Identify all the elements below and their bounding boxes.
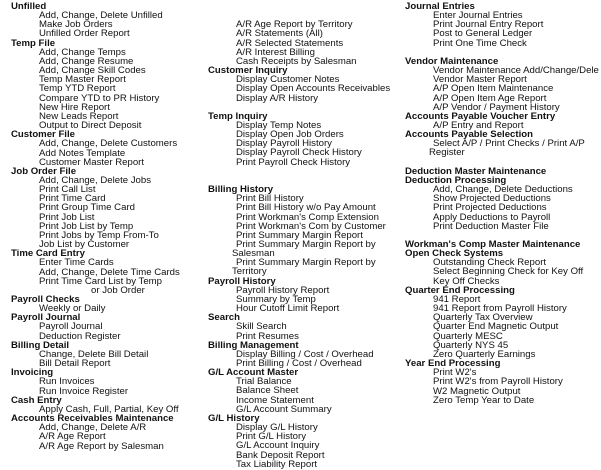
- section-heading: Billing History: [208, 184, 274, 196]
- menu-item: Make Job Orders: [39, 19, 113, 31]
- section-heading: Payroll Journal: [11, 312, 81, 324]
- menu-item: Hour Cutoff Limit Report: [236, 303, 340, 315]
- menu-item: Add, Change, Delete Unfilled: [39, 10, 163, 22]
- menu-item: Print Summary Margin Report by: [236, 257, 376, 269]
- menu-item: Print Summary Margin Report: [236, 229, 363, 241]
- section-heading: Customer File: [11, 129, 75, 141]
- menu-item: Print Payroll Check History: [236, 156, 351, 168]
- menu-item: Print W2's: [433, 367, 477, 379]
- menu-item: Output to Direct Deposit: [39, 120, 142, 132]
- section-heading: Journal Entries: [405, 1, 475, 12]
- menu-item: Print Bill History: [236, 193, 304, 205]
- section-heading: Temp Inquiry: [208, 110, 268, 122]
- section-heading: G/L Account Master: [208, 367, 299, 379]
- menu-item: Weekly or Daily: [39, 303, 106, 315]
- menu-item: Quarterly Tax Overview: [433, 312, 533, 324]
- menu-item: Territory: [232, 266, 267, 278]
- menu-item: Display G/L History: [236, 422, 318, 434]
- menu-item: Display Open Accounts Receivables: [236, 83, 391, 95]
- section-heading: Quarter End Processing: [405, 284, 515, 296]
- menu-item: Print Billing / Cost / Overhead: [236, 358, 362, 370]
- menu-item: Print Group Time Card: [39, 202, 135, 214]
- menu-item: Print Call List: [39, 184, 96, 196]
- section-heading: Invoicing: [11, 367, 54, 379]
- section-heading: G/L History: [208, 412, 260, 424]
- menu-item: Print Deduction Master File: [433, 220, 549, 232]
- menu-item: Tax Liability Report: [236, 458, 318, 470]
- menu-item: Print W2's from Payroll History: [433, 376, 563, 388]
- menu-item: Print Workman's Comp Extension: [236, 211, 379, 223]
- menu-item: Zero Quarterly Earnings: [433, 348, 536, 360]
- menu-item: Run Invoices: [39, 376, 95, 388]
- menu-item: Temp YTD Report: [39, 83, 116, 95]
- menu-item: Apply Cash, Full, Partial, Key Off: [39, 403, 179, 415]
- section-heading: Accounts Payable Voucher Entry: [405, 110, 556, 122]
- menu-item: Display Billing / Cost / Overhead: [236, 348, 374, 360]
- menu-item: Enter Journal Entries: [433, 10, 523, 22]
- menu-item: New Leads Report: [39, 110, 119, 122]
- menu-item: Add, Change Resume: [39, 55, 134, 67]
- section-heading: Temp File: [11, 37, 56, 49]
- menu-item: Register: [429, 147, 465, 159]
- menu-item: Select Beginning Check for Key Off: [433, 266, 584, 278]
- menu-item: Salesman: [232, 248, 275, 260]
- menu-item: Cash Receipts by Salesman: [236, 55, 357, 67]
- menu-item: Change, Delete Bill Detail: [39, 348, 149, 360]
- menu-item: A/R Age Report: [39, 431, 106, 443]
- menu-item: Print Workman's Com by Customer: [236, 220, 386, 232]
- menu-item: Display Open Job Orders: [236, 129, 344, 141]
- menu-item: or Job Order: [91, 284, 145, 296]
- menu-item: Add, Change Skill Codes: [39, 65, 146, 77]
- section-heading: Payroll History: [208, 275, 276, 287]
- menu-item: G/L Account Inquiry: [236, 440, 320, 452]
- menu-item: Job List by Customer: [39, 239, 130, 251]
- section-heading: Payroll Checks: [11, 294, 80, 305]
- section-heading: Vendor Maintenance: [405, 55, 499, 67]
- menu-item: Select A/P / Print Checks / Print A/P: [433, 138, 585, 150]
- menu-item: Display Temp Notes: [236, 119, 322, 131]
- menu-item: New Hire Report: [39, 101, 110, 113]
- menu-item: Enter Time Cards: [39, 257, 114, 269]
- menu-item: Display Customer Notes: [236, 74, 340, 86]
- menu-item: Customer Master Report: [39, 156, 145, 168]
- menu-item: Vendor Master Report: [433, 74, 527, 86]
- menu-item: Balance Sheet: [236, 385, 299, 397]
- section-heading: Billing Management: [208, 339, 299, 351]
- menu-item: Compare YTD to PR History: [39, 92, 160, 104]
- menu-item: 941 Report: [433, 293, 481, 305]
- section-heading: Deduction Master Maintenance: [405, 165, 547, 177]
- menu-item: A/R Age Report by Territory: [236, 19, 353, 31]
- section-heading: Search: [208, 312, 240, 324]
- menu-item: Print Jobs by Temp From-To: [39, 229, 159, 241]
- menu-item: Unfilled Order Report: [39, 28, 130, 40]
- menu-item: Add, Change, Delete Time Cards: [39, 266, 180, 278]
- section-heading: Workman's Comp Master Maintenance: [405, 239, 581, 251]
- menu-item: Run Invoice Register: [39, 385, 129, 397]
- menu-item: Print Projected Deductions: [433, 202, 547, 214]
- section-heading: Unfilled: [11, 1, 47, 12]
- menu-item: Outstanding Check Report: [433, 257, 547, 269]
- menu-item: 941 Report from Payroll History: [433, 303, 567, 315]
- menu-item: Print One Time Check: [433, 37, 527, 49]
- menu-item: A/R Statements (All): [236, 28, 323, 40]
- section-heading: Time Card Entry: [11, 248, 85, 260]
- menu-item: Add, Change Temps: [39, 46, 126, 58]
- menu-item: A/P Entry and Report: [433, 120, 524, 132]
- menu-item: A/R Interest Billing: [236, 46, 315, 58]
- menu-item: Quarterly NYS 45: [433, 339, 509, 351]
- menu-item: A/P Open Item Maintenance: [433, 83, 554, 95]
- menu-item: Print Job List: [39, 211, 95, 223]
- menu-item: Add, Change, Delete A/R: [39, 422, 147, 434]
- menu-item: Print Time Card List by Temp: [39, 275, 162, 287]
- section-heading: Billing Detail: [11, 339, 70, 351]
- menu-column-1: [11, 2, 201, 451]
- menu-item: Print Resumes: [236, 330, 299, 342]
- menu-item: Display A/R History: [236, 92, 319, 104]
- section-heading: Deduction Processing: [405, 174, 507, 186]
- section-heading: Open Check Systems: [405, 248, 504, 260]
- menu-item: Bank Deposit Report: [236, 449, 325, 461]
- menu-item: Temp Master Report: [39, 74, 126, 86]
- menu-item: G/L Account Summary: [236, 403, 332, 415]
- menu-item: Print Summary Margin Report by: [236, 238, 376, 250]
- menu-item: Income Statement: [236, 394, 314, 406]
- menu-item: Show Projected Deductions: [433, 193, 551, 205]
- section-heading: Year End Processing: [405, 358, 501, 370]
- menu-item: A/R Age Report by Salesman: [39, 440, 164, 452]
- menu-item: W2 Magnetic Output: [433, 385, 521, 397]
- menu-item: Skill Search: [236, 321, 287, 333]
- menu-item: Apply Deductions to Payroll: [433, 211, 551, 223]
- menu-item: Quarter End Magnetic Output: [433, 321, 559, 333]
- spacer: [208, 167, 398, 176]
- menu-item: A/P Vendor / Payment History: [433, 101, 560, 113]
- section-heading: Cash Entry: [11, 394, 62, 406]
- menu-item: Bill Detail Report: [39, 358, 111, 370]
- menu-item: A/R Selected Statements: [236, 37, 344, 49]
- section-heading: Accounts Payable Selection: [405, 129, 533, 141]
- menu-item: Add Notes Template: [39, 147, 126, 159]
- menu-item: Key Off Checks: [433, 275, 500, 287]
- menu-item: Payroll History Report: [236, 284, 330, 296]
- menu-item: Add, Change, Delete Jobs: [39, 174, 152, 186]
- menu-item: A/P Open Item Age Report: [433, 92, 547, 104]
- menu-item: Print Job List by Temp: [39, 220, 134, 232]
- menu-item: Display Payroll History: [236, 138, 332, 150]
- section-heading: Job Order File: [11, 165, 77, 177]
- menu-item: Summary by Temp: [236, 293, 316, 305]
- section-heading: Accounts Receivables Maintenance: [11, 413, 174, 425]
- menu-item: Payroll Journal: [39, 321, 103, 333]
- menu-item: Print Bill History w/o Pay Amount: [236, 202, 376, 214]
- spacer: [208, 2, 398, 11]
- menu-item: Print Time Card: [39, 193, 106, 205]
- menu-item: Post to General Ledger: [433, 28, 533, 40]
- section-heading: Customer Inquiry: [208, 65, 288, 77]
- menu-item: Deduction Register: [39, 330, 121, 342]
- menu-item: Trial Balance: [236, 376, 292, 388]
- menu-item: Display Payroll Check History: [236, 147, 362, 159]
- menu-item: Print G/L History: [236, 431, 307, 443]
- menu-item: Add, Change, Delete Customers: [39, 138, 178, 150]
- menu-item: Print Journal Entry Report: [433, 19, 544, 31]
- menu-item: Zero Temp Year to Date: [433, 394, 535, 406]
- menu-item: Add, Change, Delete Deductions: [433, 184, 573, 196]
- menu-column-3: [405, 2, 601, 405]
- menu-item: Vendor Maintenance Add/Change/Dele: [433, 65, 599, 77]
- menu-column-2: [208, 2, 398, 469]
- menu-item: Quarterly MESC: [433, 330, 503, 342]
